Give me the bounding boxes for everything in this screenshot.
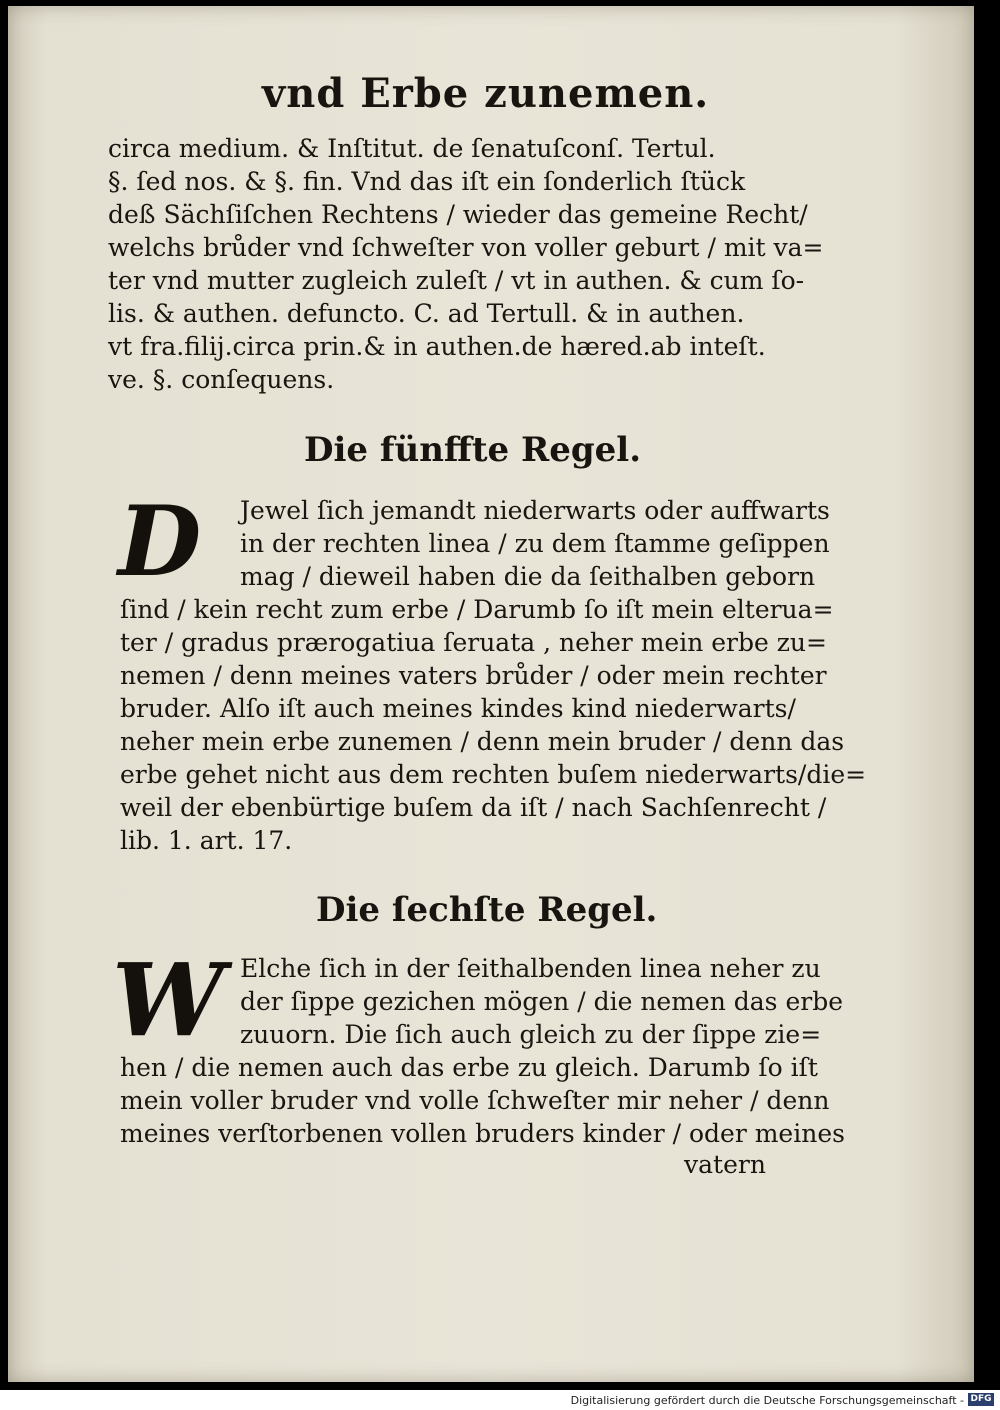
text-line: welchs brůder vnd ſchweſter von voller geburt / mit va=	[108, 233, 824, 262]
decorated-initial-1: D	[118, 485, 202, 598]
text-line: Jewel ſich jemandt niederwarts oder auffwarts	[240, 496, 830, 525]
footer-credit: Digitalisierung gefördert durch die Deutsche Forschungsgemeinschaft -	[570, 1394, 964, 1407]
running-title: vnd Erbe zunemen.	[262, 70, 710, 117]
text-line: zuuorn. Die ſich auch gleich zu der ſippe zie=	[240, 1020, 822, 1049]
paragraph-1	[108, 132, 824, 396]
text-line: hen / die nemen auch das erbe zu gleich. Darumb ſo iſt	[120, 1053, 818, 1082]
text-line: ter / gradus prærogatiua ſeruata , neher mein erbe zu=	[120, 628, 827, 657]
text-line: nemen / denn meines vaters brůder / oder mein rechter	[120, 661, 827, 690]
text-line: deß Sächſiſchen Rechtens / wieder das gemeine Recht/	[108, 200, 808, 229]
text-line: Elche ſich in der ſeithalbenden linea neher zu	[240, 954, 821, 983]
section-heading-2: Die ſechſte Regel.	[316, 890, 658, 930]
text-line: §. ſed nos. & §. fin. Vnd das iſt ein ſonderlich ſtück	[108, 167, 746, 196]
decorated-initial-2: W	[112, 941, 225, 1059]
text-line: bruder. Alſo iſt auch meines kindes kind niederwarts/	[120, 694, 796, 723]
paragraph-3	[120, 952, 845, 1150]
text-line: lis. & authen. defuncto. C. ad Tertull. & in authen.	[108, 299, 745, 328]
text-line: meines verſtorbenen vollen bruders kinder / oder meines	[120, 1119, 845, 1148]
text-line: ter vnd mutter zugleich zuleſt / vt in authen. & cum ſo-	[108, 266, 805, 295]
text-line: mag / dieweil haben die da ſeithalben geborn	[240, 562, 816, 591]
footer-bar	[0, 1390, 1000, 1410]
text-line: ſind / kein recht zum erbe / Darumb ſo iſt mein elterua=	[120, 595, 834, 624]
text-line: ve. §. conſequens.	[108, 365, 335, 394]
text-line: weil der ebenbürtige buſem da iſt / nach Sachſenrecht /	[120, 793, 827, 822]
text-line: vt fra.filij.circa prin.& in authen.de hæred.ab inteſt.	[108, 332, 766, 361]
text-line: mein voller bruder vnd volle ſchweſter mir neher / denn	[120, 1086, 830, 1115]
text-line: lib. 1. art. 17.	[120, 826, 293, 855]
dfg-logo: DFG	[968, 1393, 994, 1406]
text-line: circa medium. & Inſtitut. de ſenatuſconſ. Tertul.	[108, 134, 716, 163]
paragraph-2	[118, 485, 867, 857]
text-line: in der rechten linea / zu dem ſtamme geſippen	[240, 529, 830, 558]
catchword: vatern	[684, 1150, 766, 1179]
text-line: erbe gehet nicht aus dem rechten buſem niederwarts/die=	[120, 760, 867, 789]
text-line: neher mein erbe zunemen / denn mein bruder / denn das	[120, 727, 845, 756]
text-line: der ſippe gezichen mögen / die nemen das erbe	[240, 987, 843, 1016]
section-heading-1: Die fünffte Regel.	[304, 430, 642, 470]
